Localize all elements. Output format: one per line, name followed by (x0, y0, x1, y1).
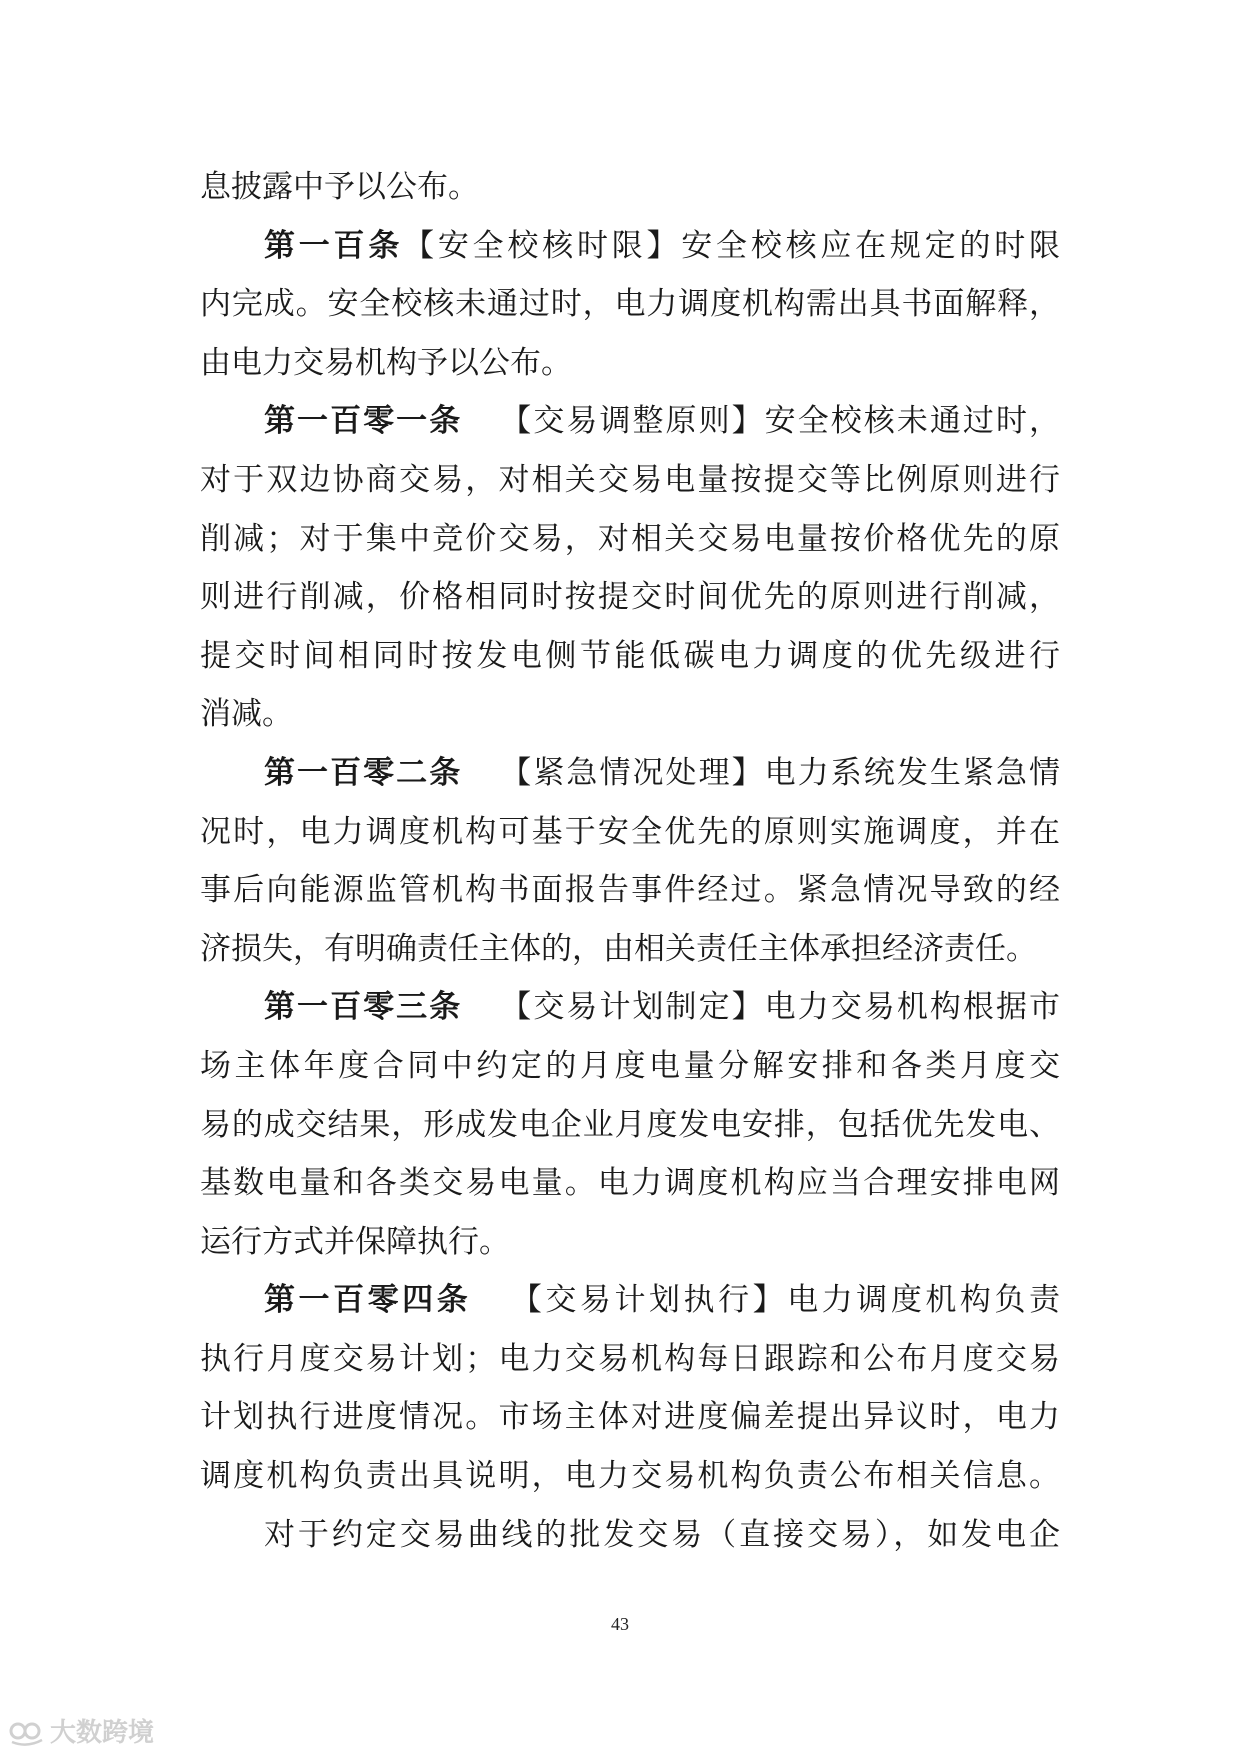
article-heading: 【紧急情况处理】 (498, 754, 765, 791)
text-line: 电力系统发生紧急情 (764, 754, 1061, 791)
watermark-text: 大数跨境 (50, 1718, 155, 1748)
article-heading: 【交易计划执行】 (507, 1282, 788, 1319)
text-line: 调度机构负责出具说明，电力交易机构负责公布相关信息。 (200, 1458, 1060, 1495)
text-line: 运行方式并保障执行。 (200, 1223, 510, 1260)
article-number: 第一百零二条 (264, 754, 463, 791)
text-line: 济损失，有明确责任主体的，由相关责任主体承担经济责任。 (200, 930, 1037, 967)
article-first-line (200, 392, 1060, 451)
article-first-line (200, 744, 1060, 803)
text-line: 基数电量和各类交易电量。电力调度机构应当合理安排电网 (200, 1165, 1060, 1202)
text-line: 安全校核未通过时， (764, 403, 1061, 440)
text-line: 计划执行进度情况。市场主体对进度偏差提出异议时，电力 (200, 1399, 1060, 1436)
text-line: 况时，电力调度机构可基于安全优先的原则实施调度，并在 (200, 813, 1060, 850)
article-first-line (200, 217, 1060, 276)
text-line: 则进行削减，价格相同时按提交时间优先的原则进行削减， (200, 579, 1060, 616)
article-first-line (200, 1271, 1060, 1330)
text-line: 安全校核应在规定的时限 (681, 227, 1061, 264)
article-number: 第一百零四条 (264, 1282, 472, 1319)
text-line: 电力调度机构负责 (787, 1282, 1061, 1319)
article-heading: 【交易计划制定】 (498, 989, 765, 1026)
text-line: 内完成。安全校核未通过时，电力调度机构需出具书面解释， (200, 286, 1060, 323)
text-line: 消减。 (200, 696, 293, 733)
text-line: 提交时间相同时按发电侧节能低碳电力调度的优先级进行 (200, 637, 1060, 674)
document-body (200, 158, 1060, 1564)
text-line: 场主体年度合同中约定的月度电量分解安排和各类月度交 (200, 1047, 1060, 1084)
text-line: 对于约定交易曲线的批发交易（直接交易），如发电企 (264, 1516, 1060, 1553)
text-line: 电力交易机构根据市 (764, 989, 1061, 1026)
text-line: 事后向能源监管机构书面报告事件经过。紧急情况导致的经 (200, 872, 1060, 909)
article-first-line (200, 978, 1060, 1037)
text-line: 易的成交结果，形成发电企业月度发电安排，包括优先发电、 (200, 1106, 1060, 1143)
article-number: 第一百条 (264, 227, 404, 264)
text-line: 削减；对于集中竞价交易，对相关交易电量按价格优先的原 (200, 520, 1060, 557)
text-line: 执行月度交易计划；电力交易机构每日跟踪和公布月度交易 (200, 1340, 1060, 1377)
page-number: 43 (611, 1614, 629, 1634)
text-line: 由电力交易机构予以公布。 (200, 344, 572, 381)
logo-icon (8, 1716, 46, 1746)
article-number: 第一百零三条 (264, 989, 463, 1026)
text-line: 对于双边协商交易，对相关交易电量按提交等比例原则进行 (200, 461, 1060, 498)
watermark (8, 1712, 154, 1749)
article-heading: 【安全校核时限】 (403, 227, 682, 264)
article-number: 第一百零一条 (264, 403, 463, 440)
text-line: 息披露中予以公布。 (200, 169, 479, 205)
article-heading: 【交易调整原则】 (498, 403, 765, 440)
